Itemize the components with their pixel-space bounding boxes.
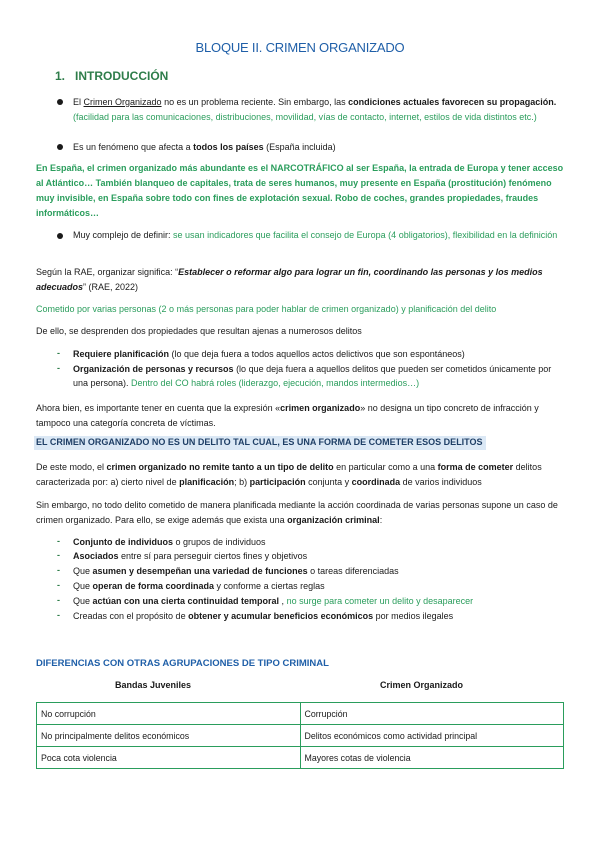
dash-item: Que asumen y desempeñan una variedad de funciones o tareas diferenciadas	[73, 566, 399, 576]
paragraph: Ahora bien, es importante tener en cuenta que la expresión «crimen organizado» no designa un tipo concreto de infracción y tampoco una categoría concreta de víctimas.	[36, 403, 539, 428]
section-heading-text: INTRODUCCIÓN	[75, 69, 169, 83]
table-row	[37, 725, 564, 747]
dash-marker: -	[57, 595, 60, 605]
table-cell: Mayores cotas de violencia	[300, 747, 564, 769]
bullet-dot	[57, 144, 63, 150]
dash-item: Creadas con el propósito de obtener y acumular beneficios económicos por medios ilegales	[73, 611, 454, 621]
table-cell: Poca cota violencia	[37, 747, 301, 769]
narcotrafico-paragraph: En España, el crimen organizado más abundante es el NARCOTRÁFICO al ser España, la entrada de Europa y tener acceso al Atlántico… También blanqueo de capitales, trata de seres humanos, muy presente en España (prostitución) fenómeno muy invisible, en España sobre todo con fines de explotación sexual. Robo de coches, grandes propiedades, fraudes informáticos…	[36, 163, 564, 218]
bullet-dot	[57, 233, 63, 239]
table-cell: No corrupción	[37, 703, 301, 725]
table-cell: Delitos económicos como actividad principal	[300, 725, 564, 747]
section-number: 1.	[55, 69, 66, 83]
dash-item: Que operan de forma coordinada y conforme a ciertas reglas	[73, 581, 325, 591]
highlight-text: EL CRIMEN ORGANIZADO NO ES UN DELITO TAL CUAL, ES UNA FORMA DE COMETER ESOS DELITOS	[36, 437, 483, 447]
dash-item: Organización de personas y recursos (lo que deja fuera a aquellos delitos que pueden ser cometidos únicamente por una persona). Dentro del CO habrá roles (liderazgo, ejecución, mandos intermedios…)	[73, 364, 552, 388]
dash-marker: -	[57, 580, 60, 590]
dash-item: Requiere planificación (lo que deja fuera a todos aquellos actos delictivos que son espontáneos)	[73, 349, 465, 359]
dash-marker: -	[57, 363, 60, 373]
dash-marker: -	[57, 550, 60, 560]
comparison-table	[36, 702, 564, 769]
dash-item: Asociados entre sí para perseguir ciertos fines y objetivos	[73, 551, 308, 561]
bullet-paragraph: Muy complejo de definir: se usan indicadores que facilita el consejo de Europa (4 obligatorios), flexibilidad en la definición	[73, 230, 558, 240]
dash-marker: -	[57, 565, 60, 575]
paragraph: De ello, se desprenden dos propiedades que resultan ajenas a numerosos delitos	[36, 326, 362, 336]
bullet-paragraph: Es un fenómeno que afecta a todos los países (España incluida)	[73, 142, 336, 152]
paragraph: De este modo, el crimen organizado no remite tanto a un tipo de delito en particular como a una forma de cometer delitos caracterizada por: a) cierto nivel de planificación; b) participación conjunta y coordinada de varios individuos	[36, 462, 542, 487]
page-title: BLOQUE II. CRIMEN ORGANIZADO	[195, 40, 405, 55]
column-header-crimen: Crimen Organizado	[380, 680, 464, 690]
dash-marker: -	[57, 348, 60, 358]
table-row	[37, 747, 564, 769]
dash-item: Que actúan con una cierta continuidad temporal , no surge para cometer un delito y desaparecer	[73, 596, 474, 606]
dash-marker: -	[57, 536, 60, 546]
table-cell: No principalmente delitos económicos	[37, 725, 301, 747]
section-heading-diferencias: DIFERENCIAS CON OTRAS AGRUPACIONES DE TIPO CRIMINAL	[36, 658, 329, 669]
green-note: Cometido por varias personas (2 o más personas para poder hablar de crimen organizado) y planificación del delito	[36, 304, 497, 314]
paragraph: Sin embargo, no todo delito cometido de manera planificada mediante la acción coordinada de varias personas supone un caso de crimen organizado. Para ello, se exige además que exista una organización criminal:	[36, 500, 558, 525]
column-header-bandas: Bandas Juveniles	[115, 680, 192, 690]
dash-item: Conjunto de individuos o grupos de individuos	[73, 537, 266, 547]
table-cell: Corrupción	[300, 703, 564, 725]
table-row	[37, 703, 564, 725]
bullet-paragraph: El Crimen Organizado no es un problema reciente. Sin embargo, las condiciones actuales favorecen su propagación. (facilidad para las comunicaciones, distribuciones, movilidad, vías de contacto, internet, estilos de vida distintos etc.)	[73, 97, 557, 122]
rae-definition: Según la RAE, organizar significa: “Establecer o reformar algo para lograr un fin, coordinando las personas y los medios adecuados” (RAE, 2022)	[36, 267, 543, 292]
dash-marker: -	[57, 610, 60, 620]
bullet-dot	[57, 99, 63, 105]
section-heading-introduccion	[55, 69, 168, 83]
